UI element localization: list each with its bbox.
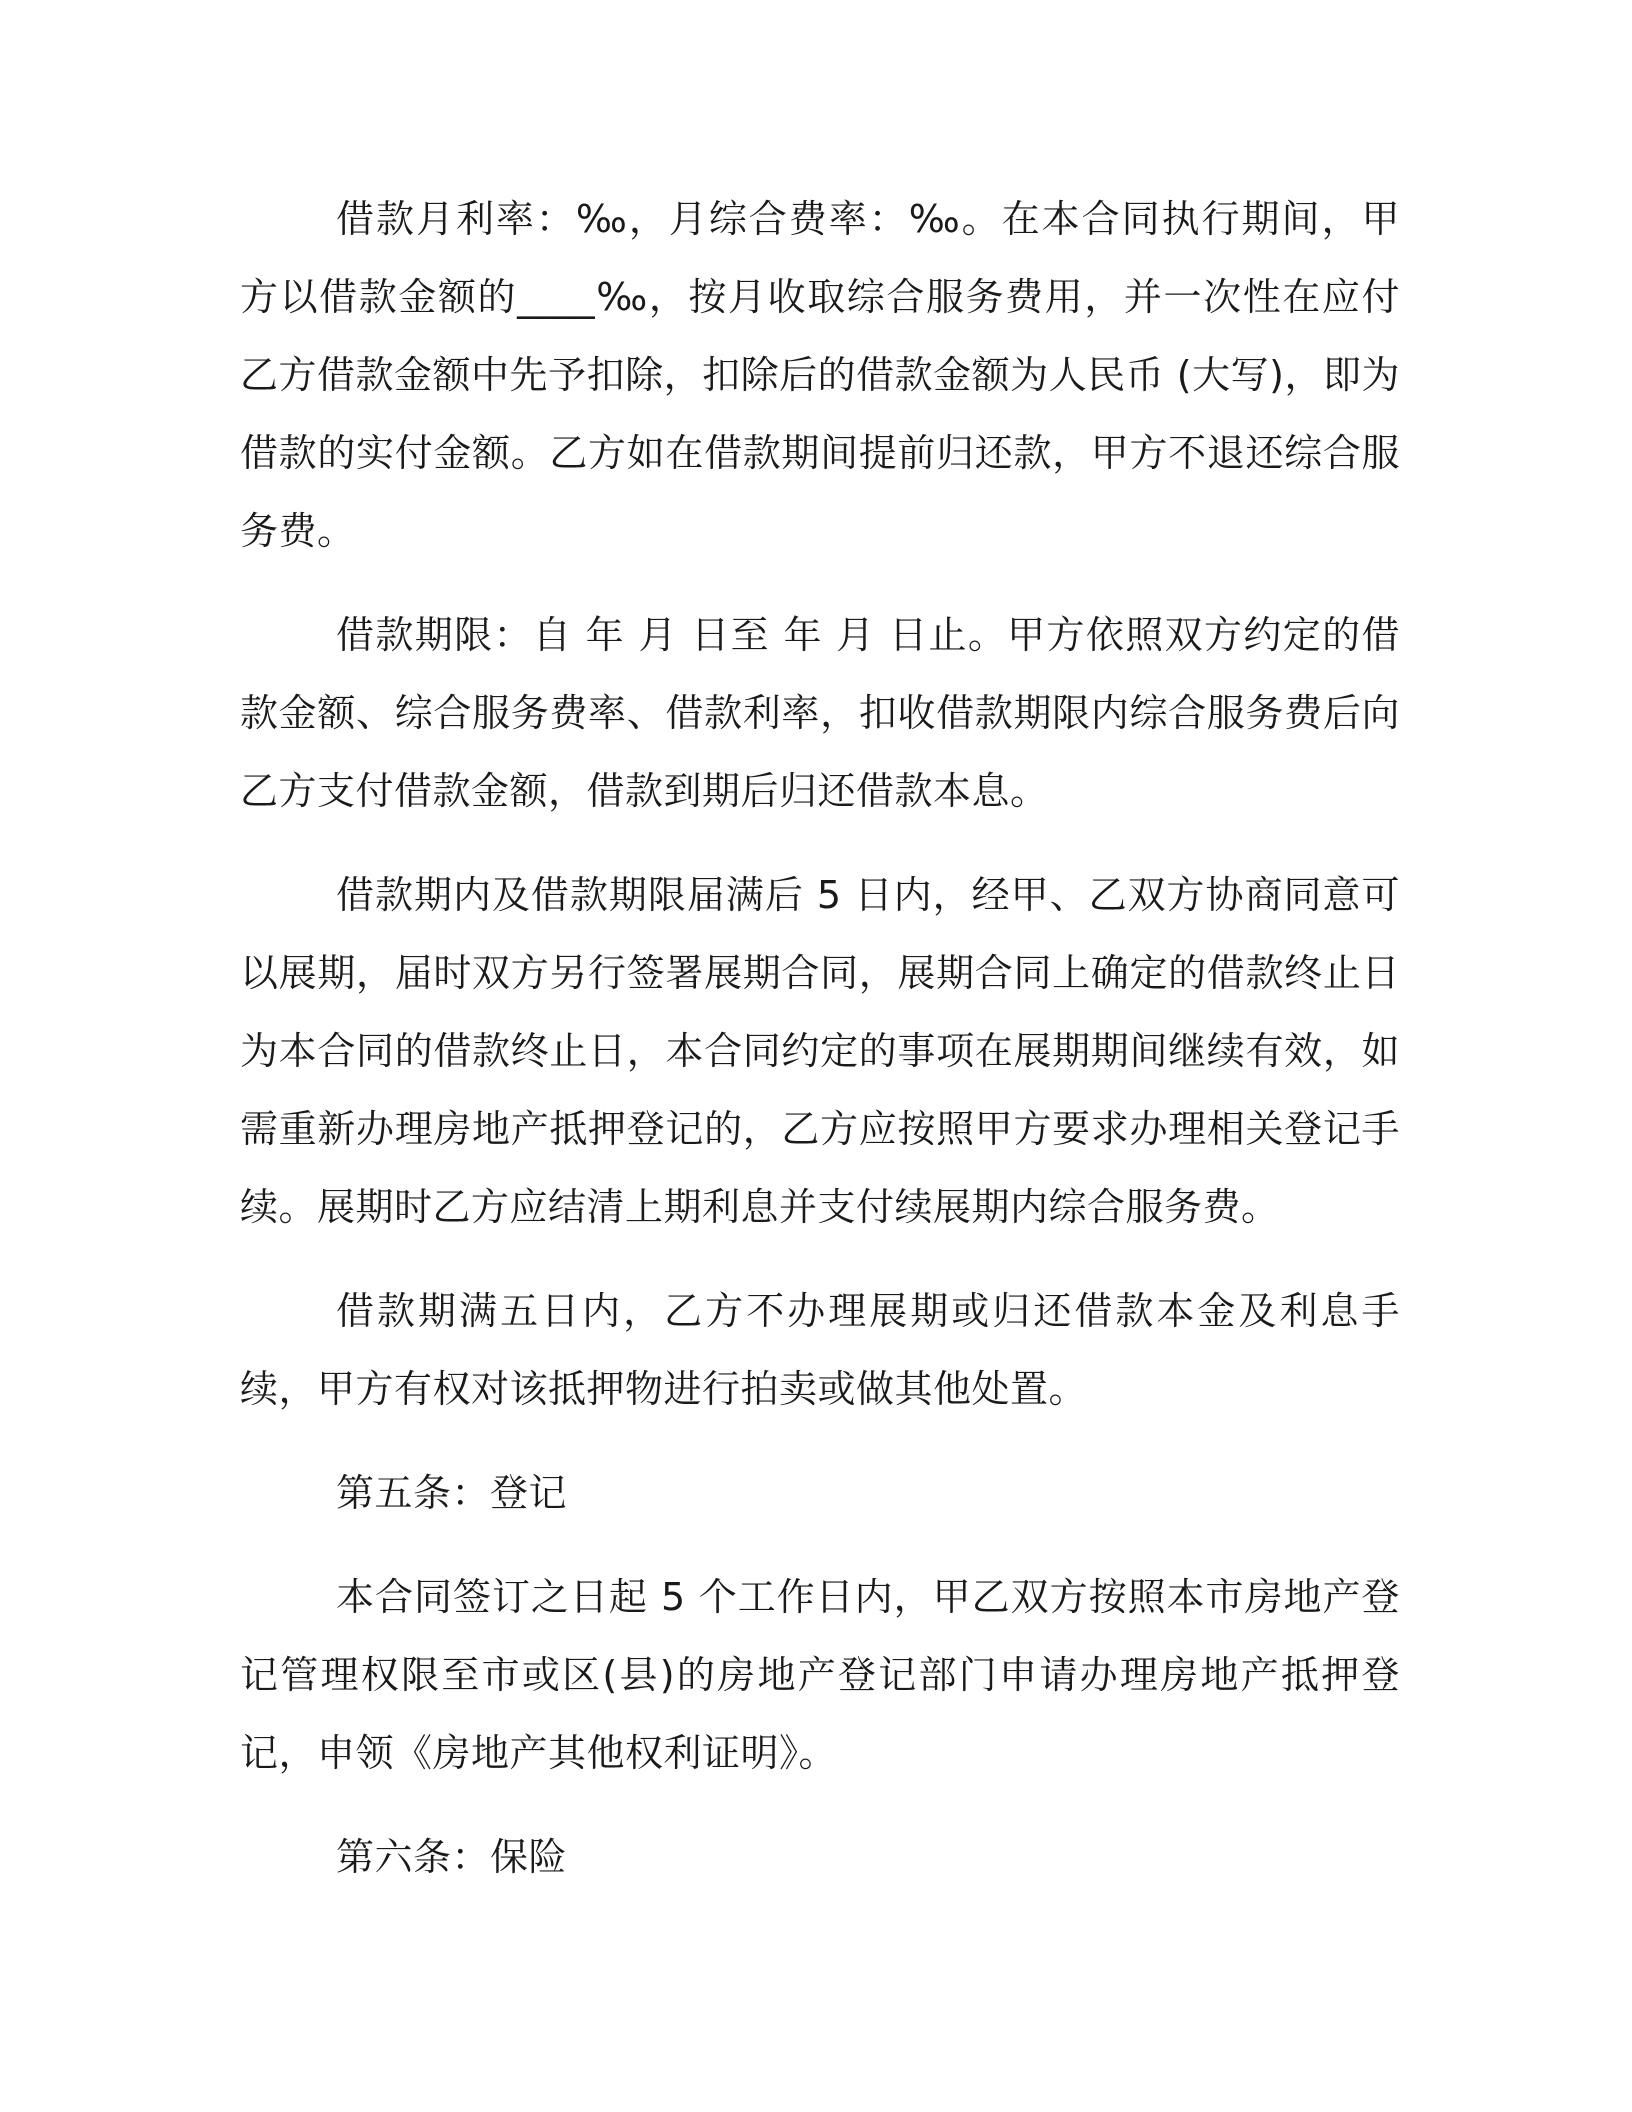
loan-term-paragraph: 借款期限：自 年 月 日至 年 月 日止。甲方依照双方约定的借款金额、综合服务费率、借款利率，扣收借款期限内综合服务费后向乙方支付借款金额，借款到期后归还借款本息。 [240, 613, 1400, 813]
extension-paragraph: 借款期内及借款期限届满后 5 日内，经甲、乙双方协商同意可以展期，届时双方另行签署展期合同，展期合同上确定的借款终止日为本合同的借款终止日，本合同约定的事项在展期期间继续有效，如需重新办理房地产抵押登记的，乙方应按照甲方要求办理相关登记手续。展期时乙方应结清上期利息并支付续展期内综合服务费。 [240, 873, 1400, 1229]
article-6-heading: 第六条：保险 [336, 1835, 568, 1879]
default-disposal-paragraph: 借款期满五日内，乙方不办理展期或归还借款本金及利息手续，甲方有权对该抵押物进行拍卖或做其他处置。 [240, 1289, 1400, 1411]
registration-paragraph: 本合同签订之日起 5 个工作日内，甲乙双方按照本市房地产登记管理权限至市或区(县)的房地产登记部门申请办理房地产抵押登记，申领《房地产其他权利证明》。 [240, 1575, 1400, 1775]
article-5-heading: 第五条：登记 [336, 1471, 568, 1515]
document-body [240, 180, 1400, 1922]
interest-rate-paragraph: 借款月利率：‰，月综合费率：‰。在本合同执行期间，甲方以借款金额的____‰，按月收取综合服务费用，并一次性在应付乙方借款金额中先予扣除，扣除后的借款金额为人民币 (大写)，即为借款的实付金额。乙方如在借款期间提前归还款，甲方不退还综合服务费。 [240, 197, 1400, 553]
